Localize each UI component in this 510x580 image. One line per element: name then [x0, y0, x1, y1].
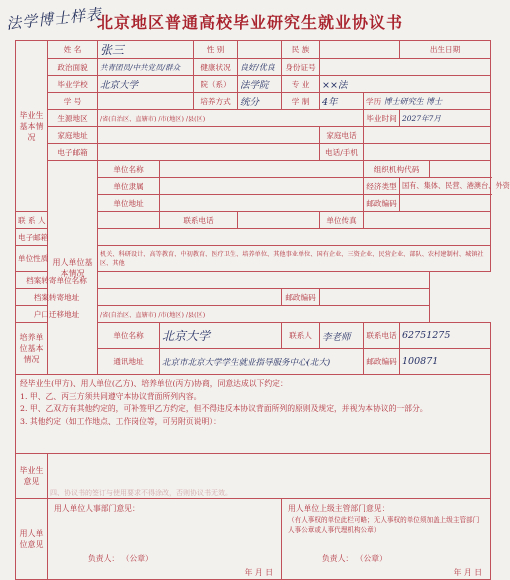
archive-postcode-field[interactable]	[320, 289, 430, 306]
employer-email-label: 电子邮箱	[16, 229, 48, 246]
trainer-tel-label: 联系电话	[364, 323, 400, 349]
hr-signature-line: 负责人： （公章）	[88, 554, 153, 563]
signoff-section-label: 用人单位意见	[16, 499, 48, 580]
employer-name-label: 单位名称	[98, 161, 160, 178]
archive-postcode-label: 邮政编码	[282, 289, 320, 306]
phone-field[interactable]	[364, 144, 491, 161]
id-field[interactable]	[320, 59, 491, 76]
trainer-address-label: 通讯地址	[98, 349, 160, 375]
form-table	[15, 40, 510, 580]
employer-contact-tel-field[interactable]	[238, 212, 320, 229]
training-label: 培养方式	[194, 93, 238, 110]
org-code-label: 组织机构代码	[364, 161, 430, 178]
school-label: 毕业学校	[48, 76, 98, 93]
affiliation-label: 单位隶属	[98, 178, 160, 195]
trainer-name-label: 单位名称	[98, 323, 160, 349]
gender-label: 性 别	[194, 41, 238, 59]
origin-label: 生源地区	[48, 110, 98, 127]
supervisor-opinion-note: （有人事权的单位此栏可略；无人事权的单位须加盖上级主管部门人事公章或人事代理机构公章）	[288, 516, 480, 534]
home-tel-field[interactable]	[364, 127, 491, 144]
name-label: 姓 名	[48, 41, 98, 59]
graduation-label: 毕业时间	[364, 110, 400, 127]
email-label: 电子邮箱	[48, 144, 98, 161]
econ-type-label: 经济类型	[364, 178, 400, 195]
employer-name-field[interactable]	[160, 161, 364, 178]
employer-nature-options[interactable]: 机关、科研设计、高等教育、中初教育、医疗卫生、培养单位、其他事业单位、国有企业、三资企业、民营企业、部队、农村建制村、城镇社区、其他	[98, 246, 491, 272]
employer-email-field[interactable]	[98, 229, 491, 246]
grad-opinion-label: 毕业生意见	[16, 454, 48, 499]
employer-fax-label: 单位传真	[320, 212, 364, 229]
trainer-tel-field[interactable]: 62751275	[400, 323, 491, 349]
agreement-line: 3. 其他约定（如工作地点、工作岗位等，可另附页说明）：	[20, 416, 221, 426]
employer-section-label: 用人单位基本情况	[48, 161, 98, 375]
agreement-line: 2. 甲、乙双方有其他约定的，可补签甲乙方约定，但不得违反本协议背面所列的原则及规定，并视为本协议的一部分。	[20, 404, 428, 413]
major-label: 专 业	[282, 76, 320, 93]
student-number-label: 学 号	[48, 93, 98, 110]
graduate-section-label: 毕业生基本情况	[16, 41, 48, 212]
health-field[interactable]: 良好/优良	[238, 59, 282, 76]
graduation-field[interactable]: 2027年7月	[400, 110, 491, 127]
employer-postcode-label: 邮政编码	[364, 195, 400, 212]
employer-fax-field[interactable]	[364, 212, 491, 229]
archive-unit-label: 档案转寄单位名称	[16, 272, 98, 289]
employer-contact-field[interactable]	[98, 212, 160, 229]
duration-field[interactable]: 4年	[320, 93, 364, 110]
email-field[interactable]	[98, 144, 320, 161]
archive-unit-field[interactable]	[98, 272, 430, 289]
college-label: 院（系）	[194, 76, 238, 93]
org-code-field[interactable]	[430, 161, 491, 178]
health-label: 健康状况	[194, 59, 238, 76]
employer-contact-label: 联 系 人	[16, 212, 48, 229]
name-field[interactable]: 张三	[98, 41, 194, 59]
employer-contact-tel-label: 联系电话	[160, 212, 238, 229]
agreement-form	[15, 40, 510, 577]
political-field[interactable]: 共青团员/中共党员/群众	[98, 59, 194, 76]
ethnic-field[interactable]	[320, 41, 400, 59]
ethnic-label: 民 族	[282, 41, 320, 59]
archive-address-label: 档案转寄地址	[16, 289, 98, 306]
trainer-section-label: 培养单位基本情况	[16, 323, 48, 375]
affiliation-field[interactable]	[160, 178, 364, 195]
trainer-contact-field[interactable]: 李老师	[320, 323, 364, 349]
trainer-contact-label: 联系人	[282, 323, 320, 349]
handwritten-stamp-note: 法学博士样表	[5, 5, 103, 33]
hr-opinion-title: 用人单位人事部门意见：	[54, 504, 140, 513]
hr-date-line: 年 月 日	[244, 568, 274, 577]
econ-type-options[interactable]: 国有、集体、民营、港澳台、外资	[400, 178, 491, 195]
student-number-field[interactable]	[98, 93, 194, 110]
phone-label: 电话/手机	[320, 144, 364, 161]
employer-nature-label: 单位性质	[16, 246, 48, 272]
school-field[interactable]: 北京大学	[98, 76, 194, 93]
agreement-terms	[16, 375, 491, 454]
grad-opinion-field[interactable]: 四、协议书的签订与使用要求不得涂改，否则协议书无效。	[48, 454, 491, 499]
supervisor-signature-line: 负责人： （公章）	[322, 554, 387, 563]
duration-label: 学 制	[282, 93, 320, 110]
training-field[interactable]: 统分	[238, 93, 282, 110]
page-title: 北京地区普通高校毕业研究生就业协议书	[96, 13, 403, 32]
gender-field[interactable]	[238, 41, 282, 59]
supervisor-opinion-cell[interactable]	[282, 499, 491, 580]
agreement-line: 1. 甲、乙、丙三方须共同遵守本协议背面所列内容。	[20, 391, 202, 401]
hr-opinion-cell[interactable]	[48, 499, 282, 580]
hukou-label: 户口迁移地址	[16, 306, 98, 323]
political-label: 政治面貌	[48, 59, 98, 76]
degree-field[interactable]: 学历 博士研究生 博士	[364, 93, 491, 110]
id-label: 身份证号	[282, 59, 320, 76]
employer-address-field[interactable]	[160, 195, 364, 212]
origin-field[interactable]: /省(自治区、直辖市) /市(地区) /县(区)	[98, 110, 364, 127]
trainer-name-field[interactable]: 北京大学	[160, 323, 282, 349]
birthdate-label: 出生日期	[400, 41, 491, 59]
supervisor-date-line: 年 月 日	[453, 568, 483, 577]
agreement-line: 经毕业生(甲方)、用人单位(乙方)、培养单位(丙方)协商，同意达成以下约定：	[20, 379, 288, 388]
home-address-label: 家庭地址	[48, 127, 98, 144]
archive-address-field[interactable]	[98, 289, 282, 306]
supervisor-opinion-title: 用人单位上级主管部门意见：	[288, 504, 390, 513]
employer-postcode-field[interactable]	[400, 195, 491, 212]
major-field[interactable]: ××法	[320, 76, 491, 93]
trainer-postcode-field[interactable]: 100871	[400, 349, 491, 375]
employer-address-label: 单位地址	[98, 195, 160, 212]
home-address-field[interactable]	[98, 127, 320, 144]
trainer-postcode-label: 邮政编码	[364, 349, 400, 375]
trainer-address-field[interactable]: 北京市北京大学学生就业指导服务中心(北大)	[160, 349, 364, 375]
college-field[interactable]: 法学院	[238, 76, 282, 93]
home-tel-label: 家庭电话	[320, 127, 364, 144]
hukou-field[interactable]: /省(自治区、直辖市) /市(地区) /县(区)	[98, 306, 430, 323]
